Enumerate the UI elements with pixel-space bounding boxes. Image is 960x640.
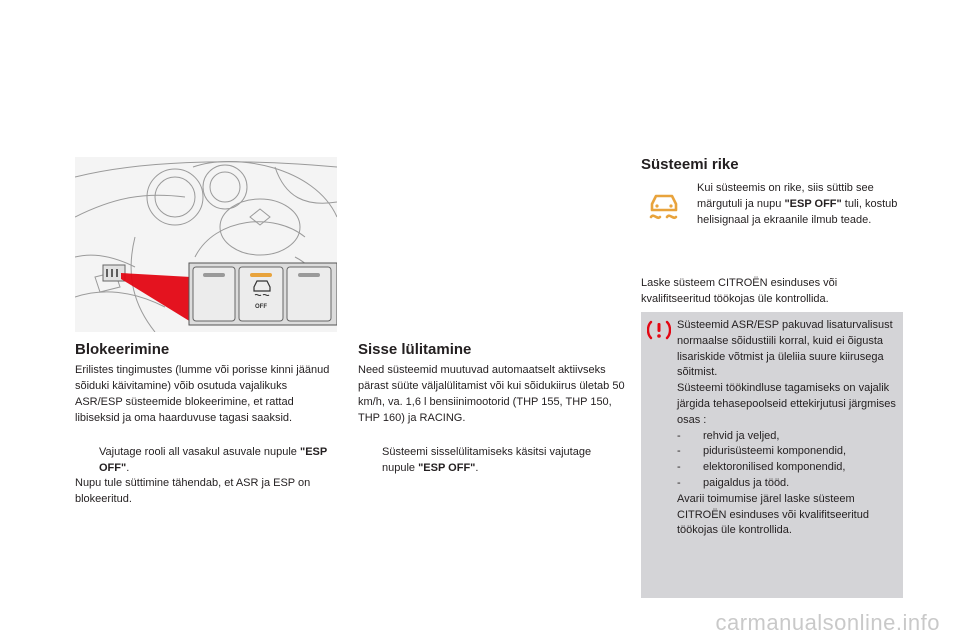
esp-off-label: "ESP OFF": [784, 198, 842, 210]
watermark: carmanualsonline.info: [715, 610, 940, 635]
esp-warning-lamp-icon: [643, 190, 685, 222]
sisse-lylitamine-bullet: Süsteemi sisselülitamiseks käsitsi vajutage nupule "ESP OFF".: [382, 446, 592, 474]
warning-text: [677, 318, 899, 539]
warning-list: [677, 429, 899, 492]
esp-off-button-illustration: [75, 157, 337, 332]
blokeerimine-bullet: Vajutage rooli all vasakul asuvale nupule "ESP OFF".: [99, 446, 328, 474]
list-item: - paigaldus ja tööd.: [677, 476, 790, 489]
sisse-lylitamine-paragraph: Need süsteemid muutuvad automaatselt aktiivseks pärast süüte väljalülitamist või kui sõidukiirus ületab 50 km/h, va. 1,6 l bensiinimootorid (THP 155, THP 150, THP 160) ja RACING.: [358, 364, 625, 424]
esp-off-label: "ESP OFF": [418, 462, 476, 474]
list-item: - elektoronilised komponendid,: [677, 461, 846, 474]
warning-box: [641, 312, 903, 598]
warning-intro: Süsteemid ASR/ESP pakuvad lisaturvalisust normaalse sõidustiili korral, kuid ei õigusta lisariskide võtmist ja üleliia suure kiirusega sõitmist.: [677, 319, 893, 379]
list-item: - pidurisüsteemi komponendid,: [677, 445, 847, 458]
systeemi-rike-heading: Süsteemi rike: [641, 156, 739, 173]
warning-exclamation-icon: [647, 320, 671, 340]
warning-outro: Avarii toimumise järel laske süsteem CITROËN esinduses või kvalifitseeritud töökojas üle kontrollida.: [677, 492, 869, 537]
list-item: - rehvid ja veljed,: [677, 429, 780, 442]
button-off-label: OFF: [255, 304, 267, 310]
blokeerimine-result-paragraph: Nupu tule süttimine tähendab, et ASR ja ESP on blokeeritud.: [75, 477, 311, 505]
blokeerimine-heading: Blokeerimine: [75, 341, 170, 358]
kontrollida-paragraph: Laske süsteem CITROËN esinduses või kvalifitseeritud töökojas üle kontrollida.: [641, 277, 838, 305]
esp-off-label: "ESP OFF": [99, 446, 328, 474]
systeemi-rike-paragraph: Kui süsteemis on rike, siis süttib see märgutuli ja nupu "ESP OFF" tuli, kostub helisignaal ja ekraanile ilmub teade.: [697, 182, 898, 226]
blokeerimine-paragraph: Erilistes tingimustes (lumme või porisse kinni jäänud sõiduki käivitamine) võib osutuda vajalikuks ASR/ESP süsteemide blokeerimine, et rattad libiseksid ja oma haarduvuse tagasi saaksid.: [75, 364, 330, 424]
warning-intro2: Süsteemi töökindluse tagamiseks on vajalik järgida tehasepoolseid ettekirjutusi järgmises osas :: [677, 382, 896, 426]
sisse-lylitamine-heading: Sisse lülitamine: [358, 341, 472, 358]
switch-buttons: [193, 267, 331, 321]
